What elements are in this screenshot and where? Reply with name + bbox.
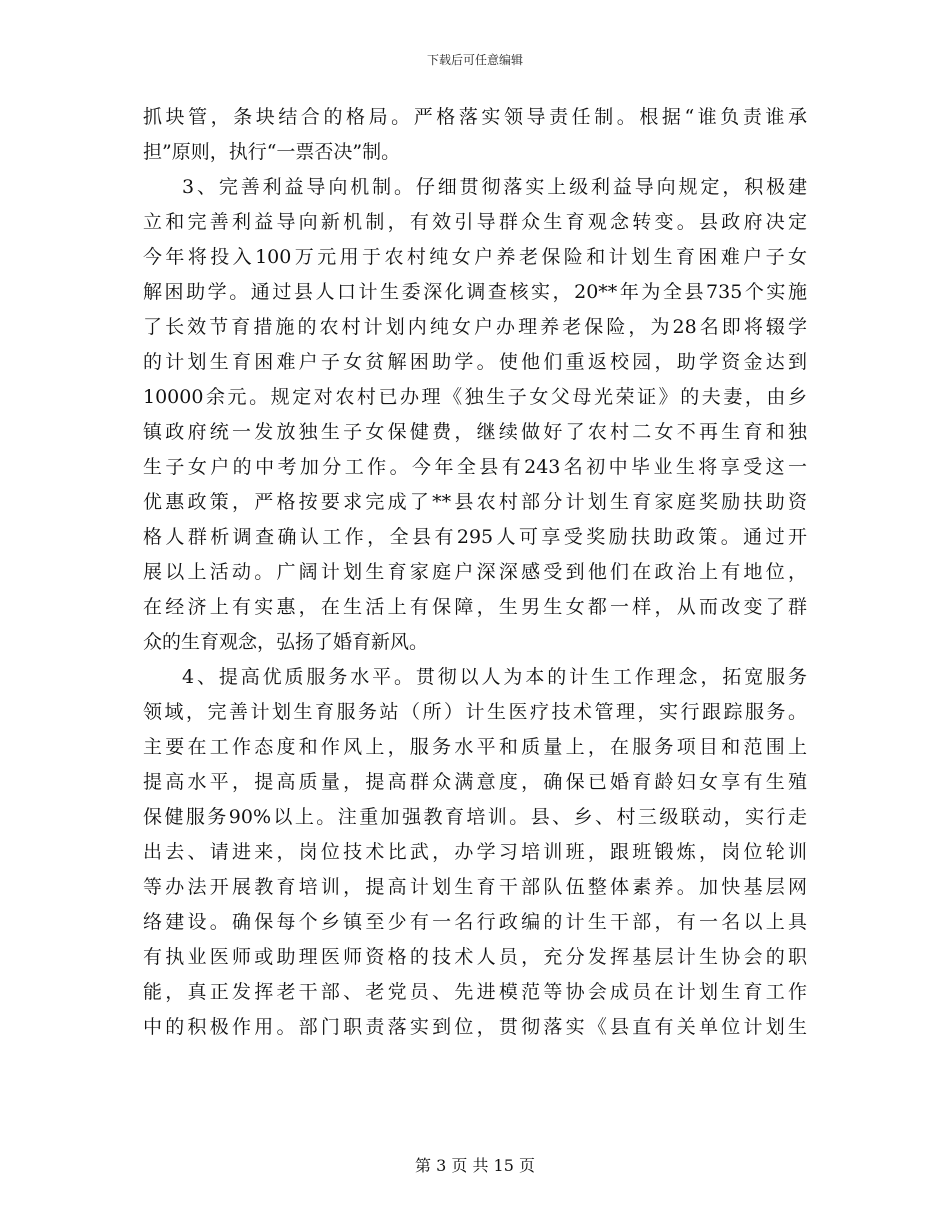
page-header: 下载后可任意编辑 — [426, 53, 523, 67]
text-line: 立和完善利益导向新机制，有效引导群众生育观念转变。县政府决定 — [143, 211, 807, 233]
paragraph-first-line: 4、提高优质服务水平。贯彻以人为本的计生工作理念，拓宽服务 — [182, 666, 807, 688]
text-line: 领域，完善计划生育服务站（所）计生医疗技术管理，实行跟踪服务。 — [143, 701, 807, 723]
page-number-footer: 第 3 页 共 15 页 — [415, 1156, 535, 1175]
text-line: 格人群析调查确认工作，全县有295人可享受奖励扶助政策。通过开 — [143, 526, 807, 548]
text-line: 展以上活动。广阔计划生育家庭户深深感受到他们在政治上有地位， — [143, 561, 807, 583]
text-line: 的计划生育困难户子女贫解困助学。使他们重返校园，助学资金达到 — [143, 351, 807, 373]
text-line: 10000余元。规定对农村已办理《独生子女父母光荣证》的夫妻，由乡 — [143, 386, 807, 408]
text-line: 镇政府统一发放独生子女保健费，继续做好了农村二女不再生育和独 — [143, 421, 807, 443]
text-line: 主要在工作态度和作风上，服务水平和质量上，在服务项目和范围上 — [143, 736, 807, 758]
text-line: 在经济上有实惠，在生活上有保障，生男生女都一样，从而改变了群 — [143, 596, 807, 618]
text-line: 抓块管，条块结合的格局。严格落实领导责任制。根据“谁负责谁承 — [143, 106, 807, 128]
text-line: 等办法开展教育培训，提高计划生育干部队伍整体素养。加快基层网 — [143, 876, 807, 898]
text-line: 提高水平，提高质量，提高群众满意度，确保已婚育龄妇女享有生殖 — [143, 771, 807, 793]
text-line: 生子女户的中考加分工作。今年全县有243名初中毕业生将享受这一 — [143, 456, 807, 478]
text-line: 有执业医师或助理医师资格的技术人员，充分发挥基层计生协会的职 — [143, 946, 807, 968]
text-line: 能，真正发挥老干部、老党员、先进模范等协会成员在计划生育工作 — [143, 981, 807, 1003]
text-line: 了长效节育措施的农村计划内纯女户办理养老保险，为28名即将辍学 — [143, 316, 807, 338]
text-line: 解困助学。通过县人口计生委深化调查核实，20**年为全县735个实施 — [143, 281, 807, 303]
text-line: 担”原则，执行“一票否决”制。 — [143, 141, 401, 163]
paragraph-first-line: 3、完善利益导向机制。仔细贯彻落实上级利益导向规定，积极建 — [182, 176, 807, 198]
body-text — [143, 100, 807, 1045]
text-line: 络建设。确保每个乡镇至少有一名行政编的计生干部，有一名以上具 — [143, 911, 807, 933]
text-line: 出去、请进来，岗位技术比武，办学习培训班，跟班锻炼，岗位轮训 — [143, 841, 807, 863]
text-line: 优惠政策，严格按要求完成了**县农村部分计划生育家庭奖励扶助资 — [143, 491, 807, 513]
text-line: 中的积极作用。部门职责落实到位，贯彻落实《县直有关单位计划生 — [143, 1016, 807, 1038]
text-line: 保健服务90%以上。注重加强教育培训。县、乡、村三级联动，实行走 — [143, 806, 807, 828]
text-line: 今年将投入100万元用于农村纯女户养老保险和计划生育困难户子女 — [143, 246, 807, 268]
text-line: 众的生育观念，弘扬了婚育新风。 — [143, 631, 429, 653]
